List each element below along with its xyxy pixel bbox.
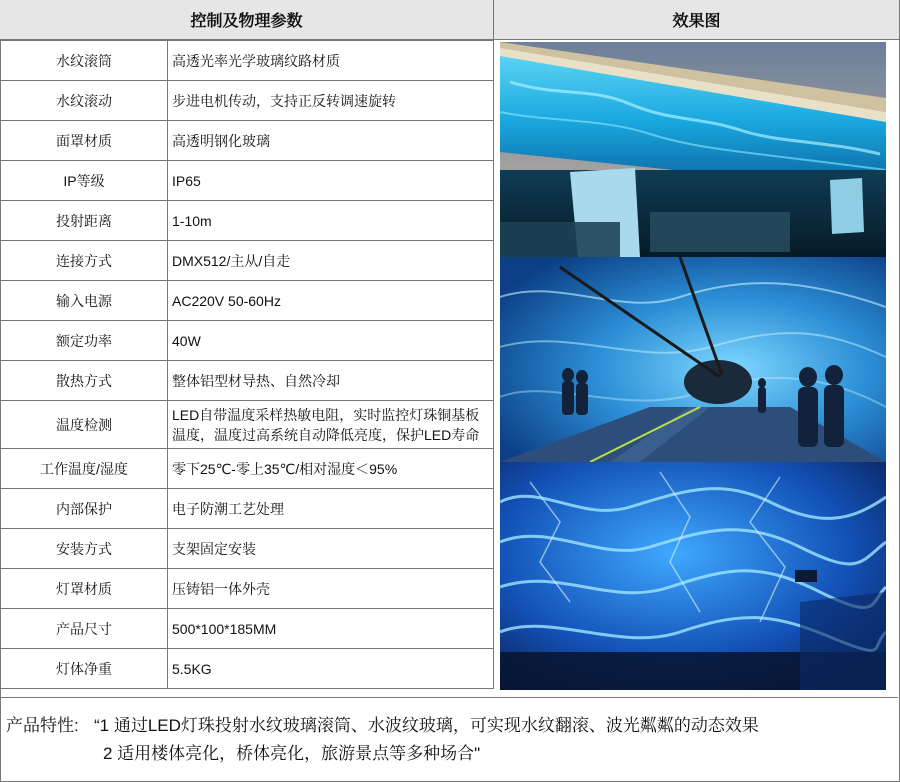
table-row <box>1 201 494 241</box>
effect-photos <box>500 42 886 690</box>
param-value: 5.5KG <box>168 649 494 689</box>
param-value-line: LED自带温度采样热敏电阻，实时监控灯珠铜基板 <box>172 406 480 423</box>
features-label: 产品特性: <box>6 716 79 735</box>
param-value: 电子防潮工艺处理 <box>168 489 494 529</box>
tunnel-effect-photo <box>500 257 886 462</box>
param-value: 压铸铝一体外壳 <box>168 569 494 609</box>
param-value: 高透明钢化玻璃 <box>168 121 494 161</box>
feature-line: “1 通过LED灯珠投射水纹玻璃滚筒、水波纹玻璃，可实现水纹翻滚、波光粼粼的动态效果 <box>94 716 759 735</box>
table-row <box>1 281 494 321</box>
param-label: 额定功率 <box>1 321 168 361</box>
param-label: IP等级 <box>1 161 168 201</box>
param-value: 支架固定安装 <box>168 529 494 569</box>
param-value <box>168 401 494 449</box>
param-value: 1-10m <box>168 201 494 241</box>
param-value: 40W <box>168 321 494 361</box>
effects-header: 效果图 <box>494 0 899 40</box>
param-label: 内部保护 <box>1 489 168 529</box>
param-label: 投射距离 <box>1 201 168 241</box>
bridge-effect-photo <box>500 42 886 257</box>
param-label: 连接方式 <box>1 241 168 281</box>
param-label: 面罩材质 <box>1 121 168 161</box>
param-value: IP65 <box>168 161 494 201</box>
param-label: 安装方式 <box>1 529 168 569</box>
table-row <box>1 569 494 609</box>
param-label: 灯罩材质 <box>1 569 168 609</box>
param-value: DMX512/主从/自走 <box>168 241 494 281</box>
param-label: 输入电源 <box>1 281 168 321</box>
param-label: 水纹滚动 <box>1 81 168 121</box>
param-label: 产品尺寸 <box>1 609 168 649</box>
table-row <box>1 161 494 201</box>
param-value: AC220V 50-60Hz <box>168 281 494 321</box>
table-row <box>1 41 494 81</box>
params-header: 控制及物理参数 <box>0 0 494 40</box>
param-value: 零下25℃-零上35℃/相对湿度＜95% <box>168 449 494 489</box>
table-row <box>1 609 494 649</box>
param-label: 温度检测 <box>1 401 168 449</box>
table-row <box>1 529 494 569</box>
table-row <box>1 121 494 161</box>
param-label: 灯体净重 <box>1 649 168 689</box>
table-row <box>1 649 494 689</box>
table-row <box>1 361 494 401</box>
params-table <box>0 40 494 689</box>
table-row <box>1 321 494 361</box>
param-value: 步进电机传动，支持正反转调速旋转 <box>168 81 494 121</box>
param-value: 500*100*185MM <box>168 609 494 649</box>
param-value-line: 温度，温度过高系统自动降低亮度，保护LED寿命 <box>172 426 480 443</box>
param-label: 水纹滚筒 <box>1 41 168 81</box>
product-features <box>0 697 898 782</box>
table-row <box>1 81 494 121</box>
table-row <box>1 449 494 489</box>
wall-effect-photo <box>500 462 886 690</box>
feature-line: 2 适用楼体亮化，桥体亮化，旅游景点等多种场合" <box>103 744 481 763</box>
param-label: 工作温度/湿度 <box>1 449 168 489</box>
param-value: 高透光率光学玻璃纹路材质 <box>168 41 494 81</box>
param-value: 整体铝型材导热、自然冷却 <box>168 361 494 401</box>
table-row <box>1 489 494 529</box>
table-row <box>1 401 494 449</box>
param-label: 散热方式 <box>1 361 168 401</box>
table-row <box>1 241 494 281</box>
